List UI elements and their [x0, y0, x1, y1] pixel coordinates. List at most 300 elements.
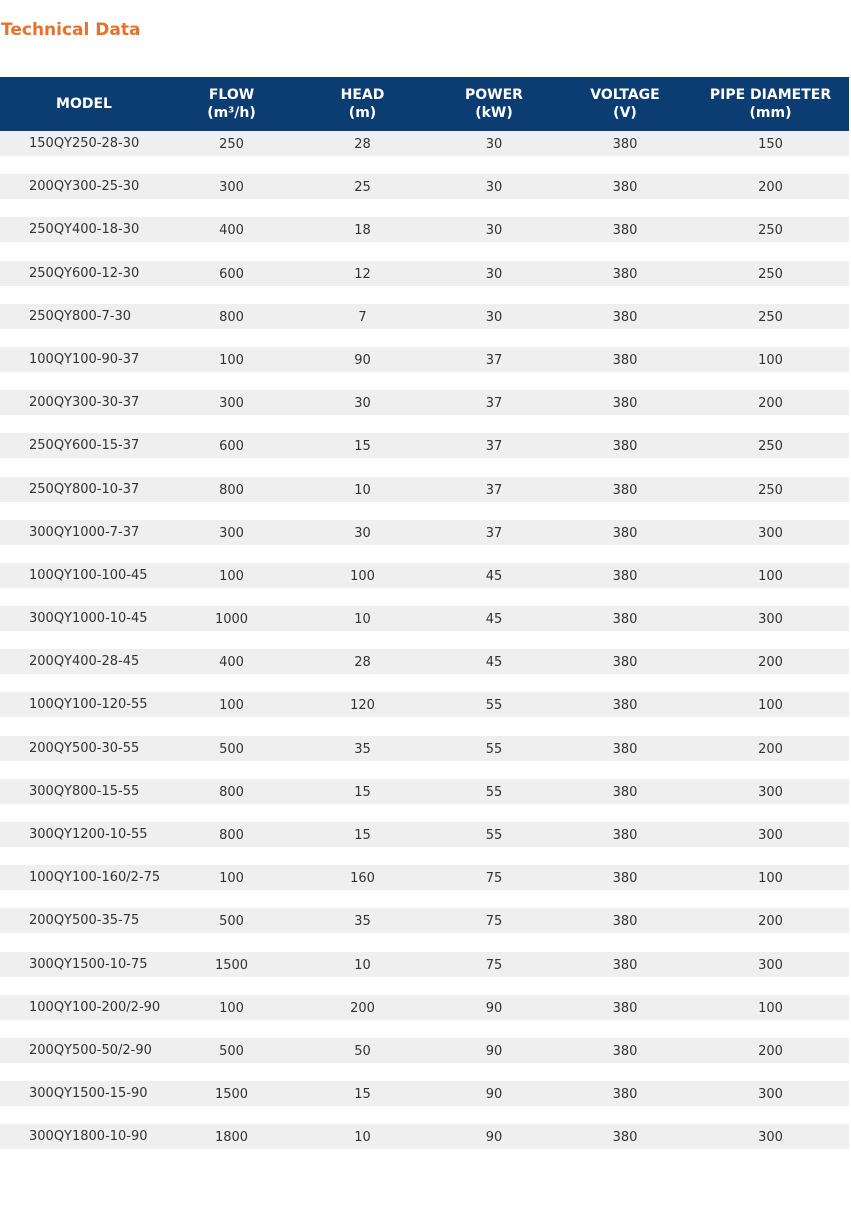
model-value: 300QY1500-15-90: [29, 1086, 148, 1102]
head-value: 10: [354, 957, 371, 973]
voltage-value: 380: [612, 1087, 638, 1103]
voltage-value: 380: [612, 1000, 638, 1016]
cell-power: [430, 779, 558, 822]
cell-head: [295, 779, 430, 822]
power-value: 75: [485, 914, 503, 930]
cell-power: [430, 304, 558, 347]
flow-value: 500: [219, 1043, 244, 1059]
flow-value: 100: [219, 1000, 244, 1016]
flow-value: 500: [219, 741, 244, 757]
cell-voltage: [558, 865, 692, 908]
power-value: 45: [485, 612, 503, 628]
cell-flow: [168, 692, 295, 735]
header-flow: [168, 77, 295, 131]
voltage-value: 380: [612, 914, 638, 930]
cell-pipe-diameter: [692, 779, 849, 822]
model-value: 200QY500-30-55: [29, 740, 140, 756]
header-pipe-diameter-label: PIPE DIAMETER: [709, 87, 832, 103]
header-row: [0, 77, 849, 131]
table-row: [0, 649, 849, 692]
power-value: 55: [485, 828, 503, 843]
model-value: 100QY100-200/2-90: [29, 999, 161, 1015]
voltage-value: 380: [612, 439, 638, 455]
power-value: 90: [485, 1043, 503, 1059]
table-row: [0, 995, 849, 1038]
cell-flow: [168, 736, 295, 779]
cell-model: [0, 131, 168, 174]
voltage-value: 380: [612, 223, 638, 239]
pipe-diameter-value: 100: [758, 698, 783, 714]
power-value: 37: [485, 525, 503, 541]
voltage-value: 380: [612, 957, 638, 973]
cell-model: [0, 692, 168, 735]
flow-value: 100: [219, 698, 244, 714]
cell-power: [430, 606, 558, 649]
power-value: 55: [485, 741, 503, 757]
cell-flow: [168, 390, 295, 433]
flow-value: 250: [219, 137, 244, 152]
cell-pipe-diameter: [692, 606, 849, 649]
cell-head: [295, 304, 430, 347]
cell-flow: [168, 1081, 295, 1124]
power-value: 55: [485, 784, 503, 800]
model-value: 250QY600-15-37: [29, 438, 140, 454]
cell-head: [295, 908, 430, 951]
pipe-diameter-value: 100: [758, 1000, 783, 1016]
table-row: [0, 865, 849, 908]
cell-pipe-diameter: [692, 865, 849, 908]
table-row: [0, 822, 849, 865]
head-value: 15: [354, 439, 371, 455]
page-title: Technical Data: [1, 20, 141, 40]
table-row: [0, 952, 849, 995]
model-value: 250QY800-7-30: [29, 308, 131, 324]
header-head-label: HEAD: [340, 87, 385, 103]
header-voltage: [558, 77, 692, 131]
model-value: 250QY400-18-30: [29, 222, 140, 238]
voltage-value: 380: [612, 1043, 638, 1059]
cell-model: [0, 1081, 168, 1124]
cell-flow: [168, 520, 295, 563]
cell-head: [295, 865, 430, 908]
voltage-value: 380: [612, 266, 638, 282]
power-value: 30: [485, 223, 503, 239]
cell-voltage: [558, 736, 692, 779]
cell-flow: [168, 261, 295, 304]
cell-power: [430, 261, 558, 304]
cell-pipe-diameter: [692, 261, 849, 304]
cell-flow: [168, 1038, 295, 1081]
cell-head: [295, 1124, 430, 1167]
flow-value: 1500: [214, 1087, 249, 1103]
table-row: [0, 908, 849, 951]
cell-flow: [168, 174, 295, 217]
power-value: 30: [485, 137, 503, 152]
voltage-value: 380: [612, 741, 638, 757]
model-value: 150QY250-28-30: [29, 136, 140, 151]
cell-pipe-diameter: [692, 952, 849, 995]
cell-voltage: [558, 779, 692, 822]
model-value: 250QY800-10-37: [29, 481, 140, 497]
cell-voltage: [558, 131, 692, 174]
header-pipe-diameter: [692, 77, 849, 131]
model-value: 250QY600-12-30: [29, 265, 140, 281]
cell-model: [0, 1038, 168, 1081]
cell-model: [0, 649, 168, 692]
cell-pipe-diameter: [692, 477, 849, 520]
power-value: 90: [485, 1130, 503, 1146]
cell-head: [295, 217, 430, 260]
cell-pipe-diameter: [692, 217, 849, 260]
model-value: 300QY800-15-55: [29, 783, 140, 799]
pipe-diameter-value: 250: [758, 223, 783, 239]
model-value: 200QY300-25-30: [29, 179, 140, 195]
cell-power: [430, 131, 558, 174]
pipe-diameter-value: 200: [758, 180, 783, 196]
power-value: 37: [485, 439, 503, 455]
table-row: [0, 1081, 849, 1124]
cell-power: [430, 1081, 558, 1124]
pipe-diameter-value: 300: [758, 1087, 783, 1103]
flow-value: 300: [219, 525, 244, 541]
cell-pipe-diameter: [692, 1124, 849, 1167]
table-row: [0, 779, 849, 822]
cell-model: [0, 736, 168, 779]
cell-voltage: [558, 1124, 692, 1167]
cell-head: [295, 822, 430, 865]
head-value: 7: [358, 309, 367, 325]
table-row: [0, 1124, 849, 1167]
cell-voltage: [558, 1081, 692, 1124]
cell-pipe-diameter: [692, 390, 849, 433]
pipe-diameter-value: 250: [758, 482, 783, 498]
voltage-value: 380: [612, 482, 638, 498]
cell-pipe-diameter: [692, 822, 849, 865]
header-power: [430, 77, 558, 131]
power-value: 90: [485, 1000, 503, 1016]
flow-value: 1000: [214, 612, 249, 628]
table-row: [0, 131, 849, 174]
table-row: [0, 174, 849, 217]
flow-value: 600: [219, 266, 244, 282]
cell-power: [430, 692, 558, 735]
pipe-diameter-value: 200: [758, 396, 783, 412]
flow-value: 800: [219, 784, 244, 800]
flow-value: 800: [219, 482, 244, 498]
voltage-value: 380: [612, 871, 638, 887]
table-row: [0, 217, 849, 260]
head-value: 18: [354, 223, 371, 239]
cell-power: [430, 433, 558, 476]
head-value: 10: [354, 1130, 371, 1146]
cell-model: [0, 822, 168, 865]
cell-voltage: [558, 174, 692, 217]
model-value: 200QY300-30-37: [29, 395, 140, 411]
table-row: [0, 692, 849, 735]
head-value: 30: [354, 396, 371, 412]
head-value: 28: [354, 137, 371, 152]
cell-flow: [168, 304, 295, 347]
cell-head: [295, 995, 430, 1038]
cell-voltage: [558, 477, 692, 520]
cell-pipe-diameter: [692, 304, 849, 347]
cell-voltage: [558, 649, 692, 692]
power-value: 37: [485, 352, 503, 368]
cell-model: [0, 174, 168, 217]
voltage-value: 380: [612, 655, 638, 671]
cell-power: [430, 217, 558, 260]
cell-voltage: [558, 692, 692, 735]
table-row: [0, 390, 849, 433]
cell-voltage: [558, 606, 692, 649]
cell-pipe-diameter: [692, 995, 849, 1038]
cell-flow: [168, 131, 295, 174]
cell-power: [430, 1124, 558, 1167]
head-value: 30: [354, 525, 371, 541]
pipe-diameter-value: 300: [758, 612, 783, 628]
pipe-diameter-value: 100: [758, 568, 783, 584]
flow-value: 100: [219, 352, 244, 368]
model-value: 100QY100-160/2-75: [29, 870, 161, 886]
cell-head: [295, 692, 430, 735]
voltage-value: 380: [612, 568, 638, 584]
head-value: 35: [354, 741, 371, 757]
cell-model: [0, 995, 168, 1038]
voltage-value: 380: [612, 525, 638, 541]
pipe-diameter-value: 100: [758, 352, 783, 368]
head-value: 15: [354, 1087, 371, 1103]
model-value: 200QY500-50/2-90: [29, 1042, 152, 1058]
header-voltage-unit: (V): [613, 105, 637, 121]
flow-value: 300: [219, 396, 244, 412]
cell-head: [295, 649, 430, 692]
cell-voltage: [558, 1038, 692, 1081]
flow-value: 500: [219, 914, 244, 930]
pipe-diameter-value: 200: [758, 741, 783, 757]
head-value: 200: [350, 1000, 375, 1016]
pipe-diameter-value: 100: [758, 871, 783, 887]
flow-value: 300: [219, 180, 244, 196]
table-row: [0, 606, 849, 649]
cell-pipe-diameter: [692, 1038, 849, 1081]
cell-head: [295, 390, 430, 433]
cell-power: [430, 520, 558, 563]
cell-pipe-diameter: [692, 563, 849, 606]
cell-power: [430, 1038, 558, 1081]
head-value: 90: [354, 352, 371, 368]
model-value: 200QY500-35-75: [29, 913, 140, 929]
cell-model: [0, 261, 168, 304]
cell-pipe-diameter: [692, 736, 849, 779]
cell-power: [430, 865, 558, 908]
cell-power: [430, 822, 558, 865]
cell-power: [430, 995, 558, 1038]
model-value: 100QY100-120-55: [29, 697, 148, 713]
header-head-unit: (m): [348, 105, 377, 121]
voltage-value: 380: [612, 698, 638, 714]
table-row: [0, 477, 849, 520]
header-voltage-label: VOLTAGE: [590, 87, 660, 103]
voltage-value: 380: [612, 828, 638, 843]
header-flow-unit: (m³/h): [207, 105, 256, 121]
cell-voltage: [558, 952, 692, 995]
cell-pipe-diameter: [692, 692, 849, 735]
cell-model: [0, 347, 168, 390]
header-flow-label: FLOW: [208, 87, 255, 103]
cell-voltage: [558, 217, 692, 260]
cell-model: [0, 304, 168, 347]
head-value: 10: [354, 482, 371, 498]
power-value: 75: [485, 957, 503, 973]
cell-flow: [168, 865, 295, 908]
cell-pipe-diameter: [692, 347, 849, 390]
power-value: 37: [485, 396, 503, 412]
head-value: 160: [350, 871, 375, 887]
pipe-diameter-value: 150: [758, 137, 783, 152]
cell-pipe-diameter: [692, 131, 849, 174]
power-value: 30: [485, 180, 503, 196]
cell-pipe-diameter: [692, 1081, 849, 1124]
model-value: 100QY100-100-45: [29, 567, 148, 583]
cell-flow: [168, 649, 295, 692]
cell-voltage: [558, 563, 692, 606]
voltage-value: 380: [612, 784, 638, 800]
cell-model: [0, 952, 168, 995]
cell-flow: [168, 563, 295, 606]
head-value: 100: [350, 568, 375, 584]
pipe-diameter-value: 200: [758, 1043, 783, 1059]
cell-power: [430, 649, 558, 692]
voltage-value: 380: [612, 180, 638, 196]
cell-flow: [168, 995, 295, 1038]
cell-flow: [168, 433, 295, 476]
table-row: [0, 1038, 849, 1081]
model-value: 300QY1000-7-37: [29, 524, 140, 540]
cell-model: [0, 908, 168, 951]
pipe-diameter-value: 300: [758, 828, 783, 843]
cell-model: [0, 520, 168, 563]
cell-flow: [168, 952, 295, 995]
voltage-value: 380: [612, 137, 638, 152]
header-pipe-diameter-unit: (mm): [749, 105, 792, 121]
cell-head: [295, 131, 430, 174]
cell-power: [430, 174, 558, 217]
cell-model: [0, 779, 168, 822]
power-value: 45: [485, 568, 503, 584]
table-row: [0, 347, 849, 390]
voltage-value: 380: [612, 1130, 638, 1146]
cell-power: [430, 952, 558, 995]
pipe-diameter-value: 250: [758, 439, 783, 455]
model-value: 300QY1500-10-75: [29, 956, 148, 972]
cell-model: [0, 217, 168, 260]
pipe-diameter-value: 250: [758, 266, 783, 282]
power-value: 37: [485, 482, 503, 498]
cell-head: [295, 433, 430, 476]
table-body: [0, 131, 849, 1168]
cell-pipe-diameter: [692, 908, 849, 951]
cell-head: [295, 477, 430, 520]
table-row: [0, 261, 849, 304]
cell-flow: [168, 477, 295, 520]
cell-head: [295, 347, 430, 390]
voltage-value: 380: [612, 396, 638, 412]
model-value: 200QY400-28-45: [29, 654, 140, 670]
cell-voltage: [558, 261, 692, 304]
head-value: 25: [354, 180, 371, 196]
cell-voltage: [558, 520, 692, 563]
head-value: 15: [354, 828, 371, 843]
model-value: 300QY1000-10-45: [29, 611, 148, 627]
cell-model: [0, 1124, 168, 1167]
head-value: 50: [354, 1043, 371, 1059]
flow-value: 1500: [214, 957, 249, 973]
cell-pipe-diameter: [692, 433, 849, 476]
cell-voltage: [558, 822, 692, 865]
power-value: 30: [485, 309, 503, 325]
cell-model: [0, 865, 168, 908]
pipe-diameter-value: 200: [758, 655, 783, 671]
cell-head: [295, 563, 430, 606]
head-value: 35: [354, 914, 371, 930]
head-value: 15: [354, 784, 371, 800]
flow-value: 1800: [214, 1130, 249, 1146]
power-value: 30: [485, 266, 503, 282]
cell-power: [430, 477, 558, 520]
pipe-diameter-value: 300: [758, 1130, 783, 1146]
cell-model: [0, 390, 168, 433]
cell-flow: [168, 1124, 295, 1167]
cell-head: [295, 1038, 430, 1081]
voltage-value: 380: [612, 352, 638, 368]
model-value: 300QY1200-10-55: [29, 827, 148, 842]
flow-value: 600: [219, 439, 244, 455]
cell-pipe-diameter: [692, 520, 849, 563]
model-value: 100QY100-90-37: [29, 351, 140, 367]
pipe-diameter-value: 300: [758, 957, 783, 973]
head-value: 12: [354, 266, 371, 282]
flow-value: 100: [219, 568, 244, 584]
cell-head: [295, 736, 430, 779]
header-model: [0, 77, 168, 131]
cell-model: [0, 477, 168, 520]
table-row: [0, 563, 849, 606]
cell-voltage: [558, 908, 692, 951]
flow-value: 400: [219, 223, 244, 239]
cell-flow: [168, 908, 295, 951]
cell-model: [0, 563, 168, 606]
power-value: 75: [485, 871, 503, 887]
header-model-label: MODEL: [56, 96, 112, 112]
table-row: [0, 520, 849, 563]
model-value: 300QY1800-10-90: [29, 1129, 148, 1145]
power-value: 90: [485, 1087, 503, 1103]
cell-power: [430, 908, 558, 951]
table-row: [0, 304, 849, 347]
pipe-diameter-value: 300: [758, 525, 783, 541]
pipe-diameter-value: 300: [758, 784, 783, 800]
pipe-diameter-value: 200: [758, 914, 783, 930]
cell-voltage: [558, 304, 692, 347]
header-head: [295, 77, 430, 131]
table-header: [0, 77, 849, 131]
cell-power: [430, 736, 558, 779]
header-power-label: POWER: [465, 87, 523, 103]
technical-data-table: [0, 77, 849, 1168]
header-power-unit: (kW): [475, 105, 513, 121]
cell-head: [295, 261, 430, 304]
pipe-diameter-value: 250: [758, 309, 783, 325]
